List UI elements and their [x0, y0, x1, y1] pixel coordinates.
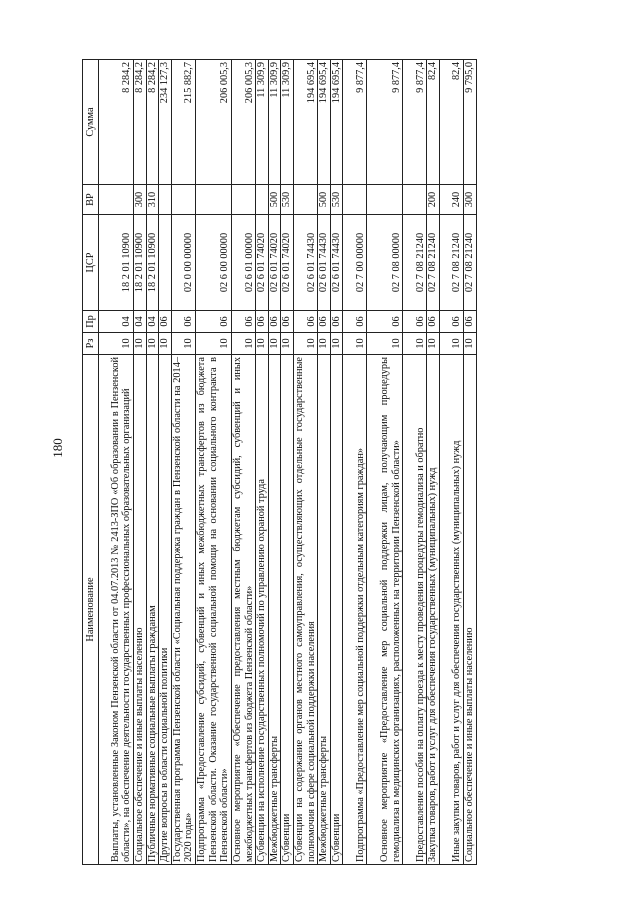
cell-vr: [403, 185, 427, 215]
cell-rz: 10: [281, 333, 294, 355]
cell-rz: 10: [293, 333, 317, 355]
header-csr: ЦСР: [83, 215, 99, 311]
table-row: [403, 60, 427, 865]
rotated-table-container: [82, 60, 570, 865]
cell-rz: 10: [439, 333, 463, 355]
cell-rz: 10: [256, 333, 269, 355]
cell-pr: 04: [99, 311, 134, 333]
cell-vr: [231, 185, 255, 215]
cell-name: Закупка товаров, работ и услуг для обеспечения государственных (муниципальных) нужд: [427, 355, 440, 865]
cell-name: Другие вопросы в области социальной политики: [159, 355, 172, 865]
table-row: [343, 60, 367, 865]
cell-rz: 10: [427, 333, 440, 355]
header-rz: Рз: [83, 333, 99, 355]
cell-pr: 06: [159, 311, 172, 333]
cell-csr: 02 6 01 74430: [318, 215, 331, 311]
cell-csr: 02 7 08 00000: [367, 215, 403, 311]
cell-rz: 10: [367, 333, 403, 355]
cell-sum: 206 005,3: [231, 60, 255, 185]
cell-sum: 8 284,2: [146, 60, 159, 185]
cell-sum: 206 005,3: [195, 60, 231, 185]
cell-pr: 06: [293, 311, 317, 333]
cell-vr: [343, 185, 367, 215]
table-row: [146, 60, 159, 865]
budget-table: [82, 59, 477, 865]
cell-rz: 10: [268, 333, 281, 355]
cell-csr: 02 7 08 21240: [439, 215, 463, 311]
cell-name: Основное мероприятие «Обеспечение предоставления местным бюджетам субсидий, субвенций и иных межбюджетных трансфертов из бюджета Пензенской области»: [231, 355, 255, 865]
cell-name: Социальное обеспечение и иные выплаты населению: [463, 355, 476, 865]
cell-rz: 10: [231, 333, 255, 355]
cell-csr: 02 6 01 74020: [281, 215, 294, 311]
cell-csr: 18 2 01 10900: [146, 215, 159, 311]
cell-rz: 10: [403, 333, 427, 355]
cell-vr: [195, 185, 231, 215]
cell-name: Подпрограмма «Предоставление мер социальной поддержки отдельным категориям граждан»: [343, 355, 367, 865]
cell-sum: 82,4: [427, 60, 440, 185]
cell-rz: 10: [159, 333, 172, 355]
cell-name: Субвенции: [281, 355, 294, 865]
page-number: 180: [50, 438, 65, 458]
cell-rz: 10: [195, 333, 231, 355]
table-row: [256, 60, 269, 865]
cell-pr: 06: [195, 311, 231, 333]
table-row: [281, 60, 294, 865]
cell-sum: 194 695,4: [293, 60, 317, 185]
table-row: [134, 60, 147, 865]
cell-sum: 194 695,4: [330, 60, 343, 185]
cell-vr: 200: [427, 185, 440, 215]
cell-name: Социальное обеспечение и иные выплаты населению: [134, 355, 147, 865]
cell-name: Субвенции: [330, 355, 343, 865]
cell-pr: 04: [134, 311, 147, 333]
cell-sum: 9 877,4: [367, 60, 403, 185]
cell-csr: [159, 215, 172, 311]
cell-pr: 06: [367, 311, 403, 333]
cell-sum: 9 795,0: [463, 60, 476, 185]
cell-sum: 8 284,2: [134, 60, 147, 185]
header-sum: Сумма: [83, 60, 99, 185]
cell-vr: 300: [134, 185, 147, 215]
header-pr: Пр: [83, 311, 99, 333]
cell-csr: 02 6 01 74020: [268, 215, 281, 311]
table-row: [159, 60, 172, 865]
cell-rz: 10: [318, 333, 331, 355]
cell-name: Подпрограмма «Предоставление субсидий, субвенций и иных межбюджетных трансфертов из бюджета Пензенской области. Оказание государственной социальной помощи на основании социального контракта в Пензенской области»: [195, 355, 231, 865]
cell-vr: [293, 185, 317, 215]
cell-name: Субвенции на содержание органов местного самоуправления, осуществляющих отдельные государственные полномочия в сфере социальной поддержки населения: [293, 355, 317, 865]
cell-pr: 06: [268, 311, 281, 333]
cell-sum: 194 695,4: [318, 60, 331, 185]
cell-pr: 06: [427, 311, 440, 333]
cell-vr: 240: [439, 185, 463, 215]
cell-name: Выплаты, установленные Законом Пензенской области от 04.07.2013 № 2413-ЗПО «Об образовании в Пензенской области», на обеспечение деятельности государственных профессиональных образовательных организаций: [99, 355, 134, 865]
cell-rz: 10: [99, 333, 134, 355]
cell-csr: 02 7 08 21240: [427, 215, 440, 311]
cell-csr: 02 6 01 74430: [330, 215, 343, 311]
cell-name: Основное мероприятие «Предоставление мер социальной поддержки лицам, получающим процедуры гемодиализа в медицинских организациях, расположенных на территории Пензенской области»: [367, 355, 403, 865]
cell-vr: 500: [318, 185, 331, 215]
cell-csr: 02 0 00 00000: [171, 215, 195, 311]
cell-name: Предоставление пособия на оплату проезда к месту проведения процедуры гемодиализа и обратно: [403, 355, 427, 865]
cell-name: Государственная программа Пензенской области «Социальная поддержка граждан в Пензенской области на 2014–2020 годы»: [171, 355, 195, 865]
cell-rz: 10: [330, 333, 343, 355]
cell-vr: 530: [281, 185, 294, 215]
cell-csr: 02 6 01 74020: [256, 215, 269, 311]
cell-vr: 530: [330, 185, 343, 215]
cell-vr: [256, 185, 269, 215]
cell-vr: 500: [268, 185, 281, 215]
cell-pr: 06: [281, 311, 294, 333]
cell-csr: 02 6 00 00000: [195, 215, 231, 311]
table-row: [171, 60, 195, 865]
cell-name: Межбюджетные трансферты: [318, 355, 331, 865]
cell-vr: 310: [146, 185, 159, 215]
cell-name: Субвенции на исполнение государственных полномочий по управлению охраной труда: [256, 355, 269, 865]
cell-name: Публичные нормативные социальные выплаты гражданам: [146, 355, 159, 865]
table-row: [330, 60, 343, 865]
cell-pr: 06: [439, 311, 463, 333]
cell-sum: 9 877,4: [403, 60, 427, 185]
table-row: [268, 60, 281, 865]
cell-csr: 02 7 00 00000: [343, 215, 367, 311]
table-row: [367, 60, 403, 865]
cell-vr: [159, 185, 172, 215]
cell-sum: 82,4: [439, 60, 463, 185]
cell-sum: 215 882,7: [171, 60, 195, 185]
cell-pr: 06: [403, 311, 427, 333]
cell-pr: 04: [146, 311, 159, 333]
table-row: [463, 60, 476, 865]
cell-sum: 9 877,4: [343, 60, 367, 185]
cell-pr: 06: [463, 311, 476, 333]
cell-csr: 18 2 01 10900: [99, 215, 134, 311]
table-row: [439, 60, 463, 865]
cell-pr: 06: [330, 311, 343, 333]
cell-csr: 02 6 01 74430: [293, 215, 317, 311]
cell-pr: 06: [171, 311, 195, 333]
table-row: [427, 60, 440, 865]
cell-csr: 02 7 08 21240: [403, 215, 427, 311]
header-name: Наименование: [83, 355, 99, 865]
cell-sum: 8 284,2: [99, 60, 134, 185]
table-row: [318, 60, 331, 865]
cell-vr: [171, 185, 195, 215]
cell-sum: 11 309,9: [281, 60, 294, 185]
cell-pr: 06: [231, 311, 255, 333]
cell-rz: 10: [343, 333, 367, 355]
cell-rz: 10: [171, 333, 195, 355]
cell-rz: 10: [146, 333, 159, 355]
table-row: [195, 60, 231, 865]
table-row: [99, 60, 134, 865]
cell-csr: 02 6 01 00000: [231, 215, 255, 311]
header-vr: ВР: [83, 185, 99, 215]
cell-csr: 02 7 08 21240: [463, 215, 476, 311]
cell-name: Межбюджетные трансферты: [268, 355, 281, 865]
cell-pr: 06: [343, 311, 367, 333]
cell-vr: [99, 185, 134, 215]
cell-vr: [367, 185, 403, 215]
cell-pr: 06: [256, 311, 269, 333]
cell-sum: 234 127,3: [159, 60, 172, 185]
cell-csr: 18 2 01 10900: [134, 215, 147, 311]
table-body: [99, 60, 477, 865]
cell-sum: 11 309,9: [268, 60, 281, 185]
cell-pr: 06: [318, 311, 331, 333]
cell-vr: 300: [463, 185, 476, 215]
cell-sum: 11 309,9: [256, 60, 269, 185]
table-row: [231, 60, 255, 865]
cell-name: Иные закупки товаров, работ и услуг для обеспечения государственных (муниципальных) нужд: [439, 355, 463, 865]
header-row: [83, 60, 99, 865]
table-row: [293, 60, 317, 865]
cell-rz: 10: [463, 333, 476, 355]
cell-rz: 10: [134, 333, 147, 355]
